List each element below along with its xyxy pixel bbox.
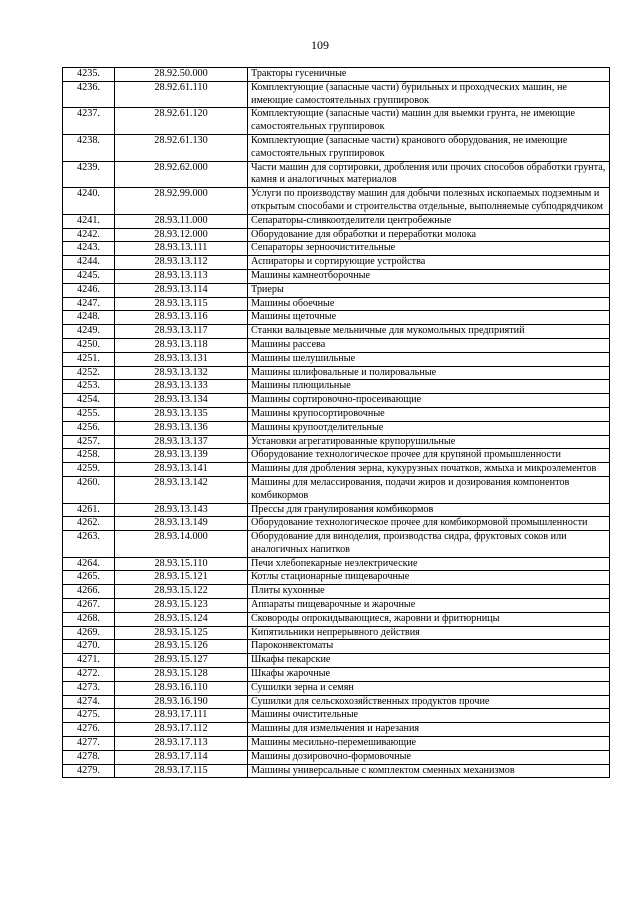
row-name: Кипятильники непрерывного действия <box>248 626 610 640</box>
row-code: 28.93.15.128 <box>115 668 248 682</box>
table-row <box>63 352 610 366</box>
table-row <box>63 668 610 682</box>
table-row <box>63 709 610 723</box>
row-code: 28.93.13.131 <box>115 352 248 366</box>
classification-table <box>62 67 610 778</box>
row-number: 4277. <box>63 737 115 751</box>
row-name: Аспираторы и сортирующие устройства <box>248 256 610 270</box>
row-code: 28.93.16.190 <box>115 695 248 709</box>
row-number: 4236. <box>63 81 115 108</box>
table-row <box>63 188 610 215</box>
table-row <box>63 161 610 188</box>
table-row <box>63 626 610 640</box>
table-row <box>63 557 610 571</box>
row-code: 28.93.15.124 <box>115 612 248 626</box>
row-name: Триеры <box>248 283 610 297</box>
row-name: Машины крупосортировочные <box>248 407 610 421</box>
table-row <box>63 407 610 421</box>
row-code: 28.93.13.143 <box>115 503 248 517</box>
row-number: 4261. <box>63 503 115 517</box>
row-name: Пароконвектоматы <box>248 640 610 654</box>
row-code: 28.93.14.000 <box>115 531 248 558</box>
row-number: 4274. <box>63 695 115 709</box>
table-row <box>63 723 610 737</box>
row-number: 4238. <box>63 134 115 161</box>
row-number: 4237. <box>63 108 115 135</box>
row-code: 28.93.15.127 <box>115 654 248 668</box>
row-number: 4275. <box>63 709 115 723</box>
row-code: 28.92.99.000 <box>115 188 248 215</box>
row-number: 4241. <box>63 214 115 228</box>
row-code: 28.93.15.123 <box>115 599 248 613</box>
row-code: 28.93.13.142 <box>115 476 248 503</box>
row-name: Машины крупоотделительные <box>248 421 610 435</box>
row-number: 4243. <box>63 242 115 256</box>
row-name: Котлы стационарные пищеварочные <box>248 571 610 585</box>
row-name: Комплектующие (запасные части) кранового оборудования, не имеющие самостоятельных группировок <box>248 134 610 161</box>
row-number: 4267. <box>63 599 115 613</box>
table-row <box>63 695 610 709</box>
row-name: Машины камнеотборочные <box>248 269 610 283</box>
row-number: 4266. <box>63 585 115 599</box>
row-number: 4246. <box>63 283 115 297</box>
row-number: 4242. <box>63 228 115 242</box>
table-row <box>63 517 610 531</box>
table-row <box>63 640 610 654</box>
row-number: 4250. <box>63 338 115 352</box>
table-row <box>63 476 610 503</box>
row-number: 4271. <box>63 654 115 668</box>
row-number: 4248. <box>63 311 115 325</box>
row-name: Сепараторы зерноочистительные <box>248 242 610 256</box>
row-code: 28.93.17.114 <box>115 750 248 764</box>
row-name: Машины универсальные с комплектом сменных механизмов <box>248 764 610 778</box>
table-row <box>63 449 610 463</box>
row-code: 28.93.13.133 <box>115 380 248 394</box>
table-row <box>63 380 610 394</box>
row-name: Машины для дробления зерна, кукурузных початков, жмыха и микроэлементов <box>248 463 610 477</box>
table-row <box>63 297 610 311</box>
row-code: 28.92.61.130 <box>115 134 248 161</box>
table-body <box>63 68 610 778</box>
table-row <box>63 81 610 108</box>
table-row <box>63 228 610 242</box>
row-code: 28.93.13.134 <box>115 394 248 408</box>
row-number: 4278. <box>63 750 115 764</box>
table-row <box>63 108 610 135</box>
row-number: 4262. <box>63 517 115 531</box>
row-code: 28.93.15.125 <box>115 626 248 640</box>
table-row <box>63 325 610 339</box>
table-row <box>63 214 610 228</box>
row-code: 28.93.13.114 <box>115 283 248 297</box>
row-code: 28.93.13.141 <box>115 463 248 477</box>
table-row <box>63 421 610 435</box>
row-name: Машины сортировочно-просеивающие <box>248 394 610 408</box>
table-row <box>63 366 610 380</box>
table-row <box>63 599 610 613</box>
row-name: Установки агрегатированные крупорушильные <box>248 435 610 449</box>
row-number: 4268. <box>63 612 115 626</box>
table-row <box>63 531 610 558</box>
row-code: 28.93.15.122 <box>115 585 248 599</box>
table-row <box>63 269 610 283</box>
row-number: 4279. <box>63 764 115 778</box>
row-name: Оборудование для обработки и переработки молока <box>248 228 610 242</box>
row-number: 4276. <box>63 723 115 737</box>
row-code: 28.93.17.115 <box>115 764 248 778</box>
row-number: 4244. <box>63 256 115 270</box>
row-code: 28.93.15.110 <box>115 557 248 571</box>
row-name: Станки вальцевые мельничные для мукомольных предприятий <box>248 325 610 339</box>
row-number: 4257. <box>63 435 115 449</box>
row-name: Сушилки для сельскохозяйственных продуктов прочие <box>248 695 610 709</box>
table-row <box>63 503 610 517</box>
table-row <box>63 750 610 764</box>
row-name: Машины щеточные <box>248 311 610 325</box>
row-name: Услуги по производству машин для добычи полезных ископаемых подземным и открытым способами и строительства отдельные, выполняемые субподрядчиком <box>248 188 610 215</box>
row-name: Машины рассева <box>248 338 610 352</box>
row-number: 4263. <box>63 531 115 558</box>
row-number: 4259. <box>63 463 115 477</box>
table-row <box>63 394 610 408</box>
row-code: 28.92.61.120 <box>115 108 248 135</box>
row-name: Машины плющильные <box>248 380 610 394</box>
row-code: 28.93.11.000 <box>115 214 248 228</box>
row-code: 28.93.12.000 <box>115 228 248 242</box>
table-row <box>63 764 610 778</box>
row-number: 4269. <box>63 626 115 640</box>
row-number: 4240. <box>63 188 115 215</box>
row-name: Сепараторы-сливкоотделители центробежные <box>248 214 610 228</box>
row-number: 4273. <box>63 681 115 695</box>
row-number: 4272. <box>63 668 115 682</box>
row-code: 28.93.13.137 <box>115 435 248 449</box>
row-number: 4253. <box>63 380 115 394</box>
row-name: Аппараты пищеварочные и жарочные <box>248 599 610 613</box>
table-row <box>63 311 610 325</box>
row-name: Сушилки зерна и семян <box>248 681 610 695</box>
row-code: 28.93.16.110 <box>115 681 248 695</box>
row-code: 28.92.62.000 <box>115 161 248 188</box>
row-number: 4258. <box>63 449 115 463</box>
row-name: Машины очистительные <box>248 709 610 723</box>
table-row <box>63 737 610 751</box>
row-number: 4265. <box>63 571 115 585</box>
row-number: 4239. <box>63 161 115 188</box>
table-row <box>63 463 610 477</box>
row-code: 28.93.13.112 <box>115 256 248 270</box>
row-code: 28.93.13.139 <box>115 449 248 463</box>
table-row <box>63 571 610 585</box>
row-number: 4235. <box>63 68 115 82</box>
row-number: 4251. <box>63 352 115 366</box>
row-code: 28.93.13.117 <box>115 325 248 339</box>
table-row <box>63 338 610 352</box>
row-code: 28.92.61.110 <box>115 81 248 108</box>
row-name: Оборудование технологическое прочее для комбикормовой промышленности <box>248 517 610 531</box>
table-row <box>63 134 610 161</box>
row-number: 4256. <box>63 421 115 435</box>
table-row <box>63 283 610 297</box>
table-row <box>63 585 610 599</box>
row-name: Комплектующие (запасные части) машин для выемки грунта, не имеющие самостоятельных группировок <box>248 108 610 135</box>
row-name: Машины для измельчения и нарезания <box>248 723 610 737</box>
row-name: Печи хлебопекарные неэлектрические <box>248 557 610 571</box>
page-number: 109 <box>311 38 329 52</box>
row-name: Машины шлифовальные и полировальные <box>248 366 610 380</box>
row-name: Плиты кухонные <box>248 585 610 599</box>
row-number: 4252. <box>63 366 115 380</box>
row-code: 28.93.13.116 <box>115 311 248 325</box>
row-number: 4249. <box>63 325 115 339</box>
table-row <box>63 68 610 82</box>
row-number: 4247. <box>63 297 115 311</box>
row-number: 4260. <box>63 476 115 503</box>
row-code: 28.93.13.118 <box>115 338 248 352</box>
row-name: Машины шелушильные <box>248 352 610 366</box>
row-name: Шкафы пекарские <box>248 654 610 668</box>
row-name: Машины обоечные <box>248 297 610 311</box>
row-code: 28.93.13.132 <box>115 366 248 380</box>
row-name: Шкафы жарочные <box>248 668 610 682</box>
row-code: 28.93.13.111 <box>115 242 248 256</box>
row-name: Сковороды опрокидывающиеся, жаровни и фритюрницы <box>248 612 610 626</box>
row-name: Части машин для сортировки, дробления или прочих способов обработки грунта, камня и аналогичных материалов <box>248 161 610 188</box>
row-code: 28.93.13.149 <box>115 517 248 531</box>
table-row <box>63 242 610 256</box>
row-code: 28.93.15.126 <box>115 640 248 654</box>
table-row <box>63 435 610 449</box>
row-code: 28.92.50.000 <box>115 68 248 82</box>
row-number: 4255. <box>63 407 115 421</box>
row-code: 28.93.13.113 <box>115 269 248 283</box>
row-name: Тракторы гусеничные <box>248 68 610 82</box>
table-row <box>63 654 610 668</box>
row-name: Оборудование для виноделия, производства сидра, фруктовых соков или аналогичных напитков <box>248 531 610 558</box>
row-code: 28.93.13.136 <box>115 421 248 435</box>
row-code: 28.93.15.121 <box>115 571 248 585</box>
row-code: 28.93.13.135 <box>115 407 248 421</box>
row-name: Прессы для гранулирования комбикормов <box>248 503 610 517</box>
row-number: 4270. <box>63 640 115 654</box>
table-row <box>63 681 610 695</box>
row-number: 4245. <box>63 269 115 283</box>
row-name: Машины месильно-перемешивающие <box>248 737 610 751</box>
table-row <box>63 612 610 626</box>
row-name: Машины для мелассирования, подачи жиров и дозирования компонентов комбикормов <box>248 476 610 503</box>
row-name: Оборудование технологическое прочее для крупяной промышленности <box>248 449 610 463</box>
row-number: 4254. <box>63 394 115 408</box>
row-code: 28.93.13.115 <box>115 297 248 311</box>
row-name: Машины дозировочно-формовочные <box>248 750 610 764</box>
row-code: 28.93.17.112 <box>115 723 248 737</box>
row-code: 28.93.17.113 <box>115 737 248 751</box>
row-code: 28.93.17.111 <box>115 709 248 723</box>
table-row <box>63 256 610 270</box>
row-number: 4264. <box>63 557 115 571</box>
row-name: Комплектующие (запасные части) бурильных и проходческих машин, не имеющие самостоятельных группировок <box>248 81 610 108</box>
